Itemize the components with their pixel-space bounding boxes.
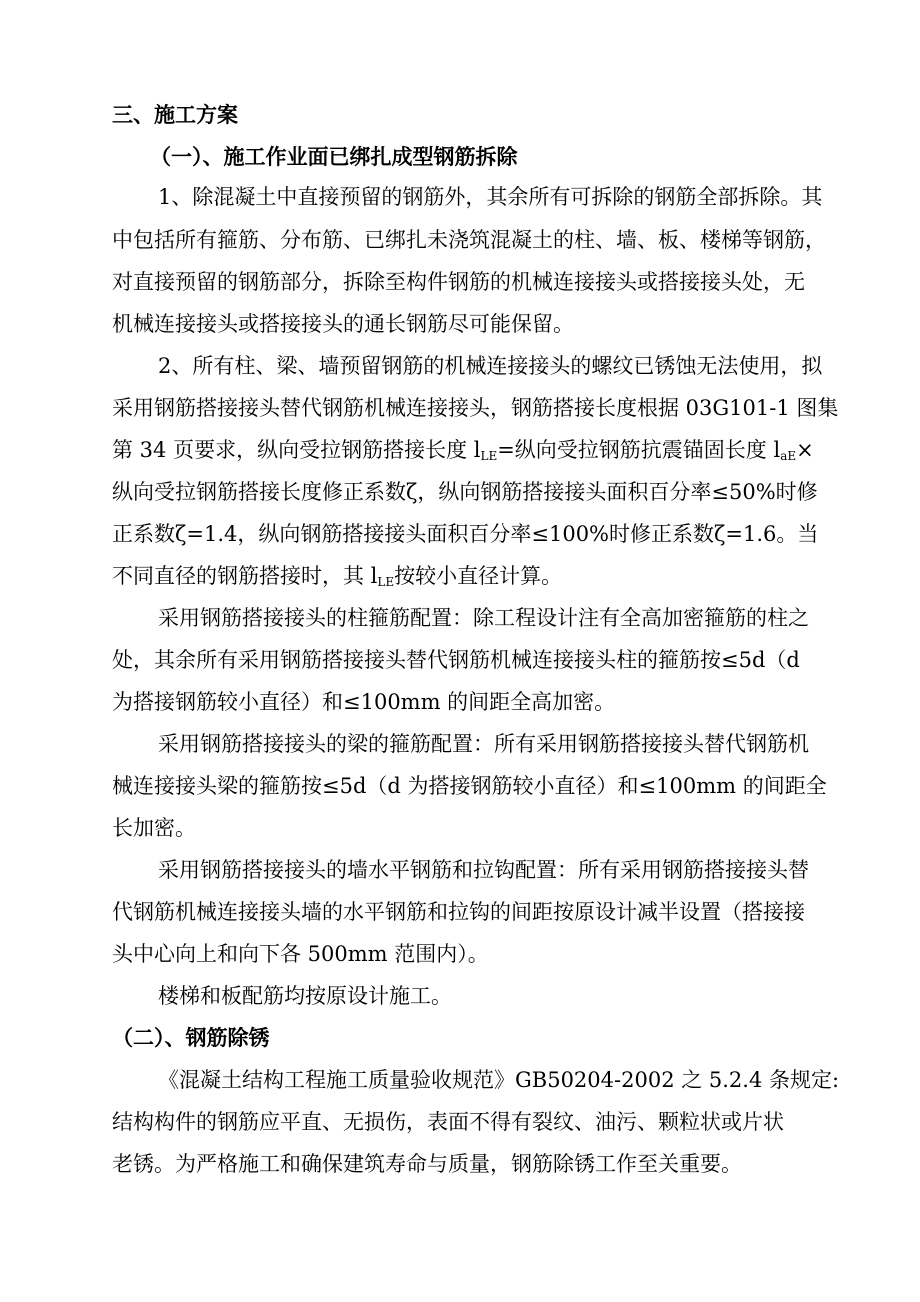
subscript: aE [780, 449, 797, 463]
paragraph-line: 头中心向上和向下各 500mm 范围内）。 [112, 942, 489, 966]
text-run: 不同直径的钢筋搭接时，其 l [112, 564, 378, 588]
paragraph-line: 1、除混凝土中直接预留的钢筋外，其余所有可拆除的钢筋全部拆除。其 [158, 185, 823, 209]
paragraph-line: 正系数ζ=1.4，纵向钢筋搭接接头面积百分率≤100%时修正系数ζ=1.6。当 [112, 522, 819, 546]
paragraph-line: 结构构件的钢筋应平直、无损伤，表面不得有裂纹、油污、颗粒状或片状 [112, 1110, 784, 1134]
paragraph-line: 代钢筋机械连接接头墙的水平钢筋和拉钩的间距按原设计减半设置（搭接接 [112, 900, 805, 924]
text-run: × [796, 438, 814, 462]
paragraph-line: 采用钢筋搭接接头替代钢筋机械连接接头，钢筋搭接长度根据 03G101-1 图集 [112, 396, 839, 420]
subsection-title-1: （一）、施工作业面已绑扎成型钢筋拆除 [150, 144, 518, 169]
paragraph-line: 处，其余所有采用钢筋搭接接头替代钢筋机械连接接头柱的箍筋按≤5d（d [112, 648, 800, 672]
subsection-title-2: （二）、钢筋除锈 [112, 1025, 270, 1050]
paragraph-line: 采用钢筋搭接接头的梁的箍筋配置：所有采用钢筋搭接接头替代钢筋机 [158, 732, 809, 756]
text-run: =纵向受拉钢筋抗震锚固长度 l [497, 438, 781, 462]
section-title: 三、施工方案 [112, 102, 238, 127]
subscript: LE [480, 449, 498, 463]
paragraph-6: 楼梯和板配筋均按原设计施工。 [158, 984, 452, 1008]
text-run: 第 34 页要求，纵向受拉钢筋搭接长度 l [112, 438, 481, 462]
paragraph-line: 老锈。为严格施工和确保建筑寿命与质量，钢筋除锈工作至关重要。 [112, 1152, 742, 1176]
text-run: 按较小直径计算。 [394, 564, 563, 588]
paragraph-line: 2、所有柱、梁、墙预留钢筋的机械连接接头的螺纹已锈蚀无法使用，拟 [158, 354, 823, 378]
paragraph-line: 中包括所有箍筋、分布筋、已绑扎未浇筑混凝土的柱、墙、板、楼梯等钢筋， [112, 228, 826, 252]
paragraph-line [112, 556, 562, 596]
paragraph-line [112, 430, 814, 470]
paragraph-line: 械连接接头梁的箍筋按≤5d（d 为搭接钢筋较小直径）和≤100mm 的间距全 [112, 774, 827, 798]
paragraph-line: 长加密。 [112, 816, 196, 840]
paragraph-line: 采用钢筋搭接接头的柱箍筋配置：除工程设计注有全高加密箍筋的柱之 [158, 606, 809, 630]
subscript: LE [377, 575, 395, 589]
paragraph-line: 采用钢筋搭接接头的墙水平钢筋和拉钩配置：所有采用钢筋搭接接头替 [158, 858, 809, 882]
paragraph-line: 《混凝土结构工程施工质量验收规范》GB50204-2002 之 5.2.4 条规定: [158, 1068, 840, 1092]
paragraph-line: 为搭接钢筋较小直径）和≤100mm 的间距全高加密。 [112, 690, 616, 714]
paragraph-line: 纵向受拉钢筋搭接长度修正系数ζ，纵向钢筋搭接接头面积百分率≤50%时修 [112, 480, 818, 504]
paragraph-line: 机械连接接头或搭接接头的通长钢筋尽可能保留。 [112, 312, 574, 336]
paragraph-line: 对直接预留的钢筋部分，拆除至构件钢筋的机械连接接头或搭接接头处，无 [112, 270, 805, 294]
